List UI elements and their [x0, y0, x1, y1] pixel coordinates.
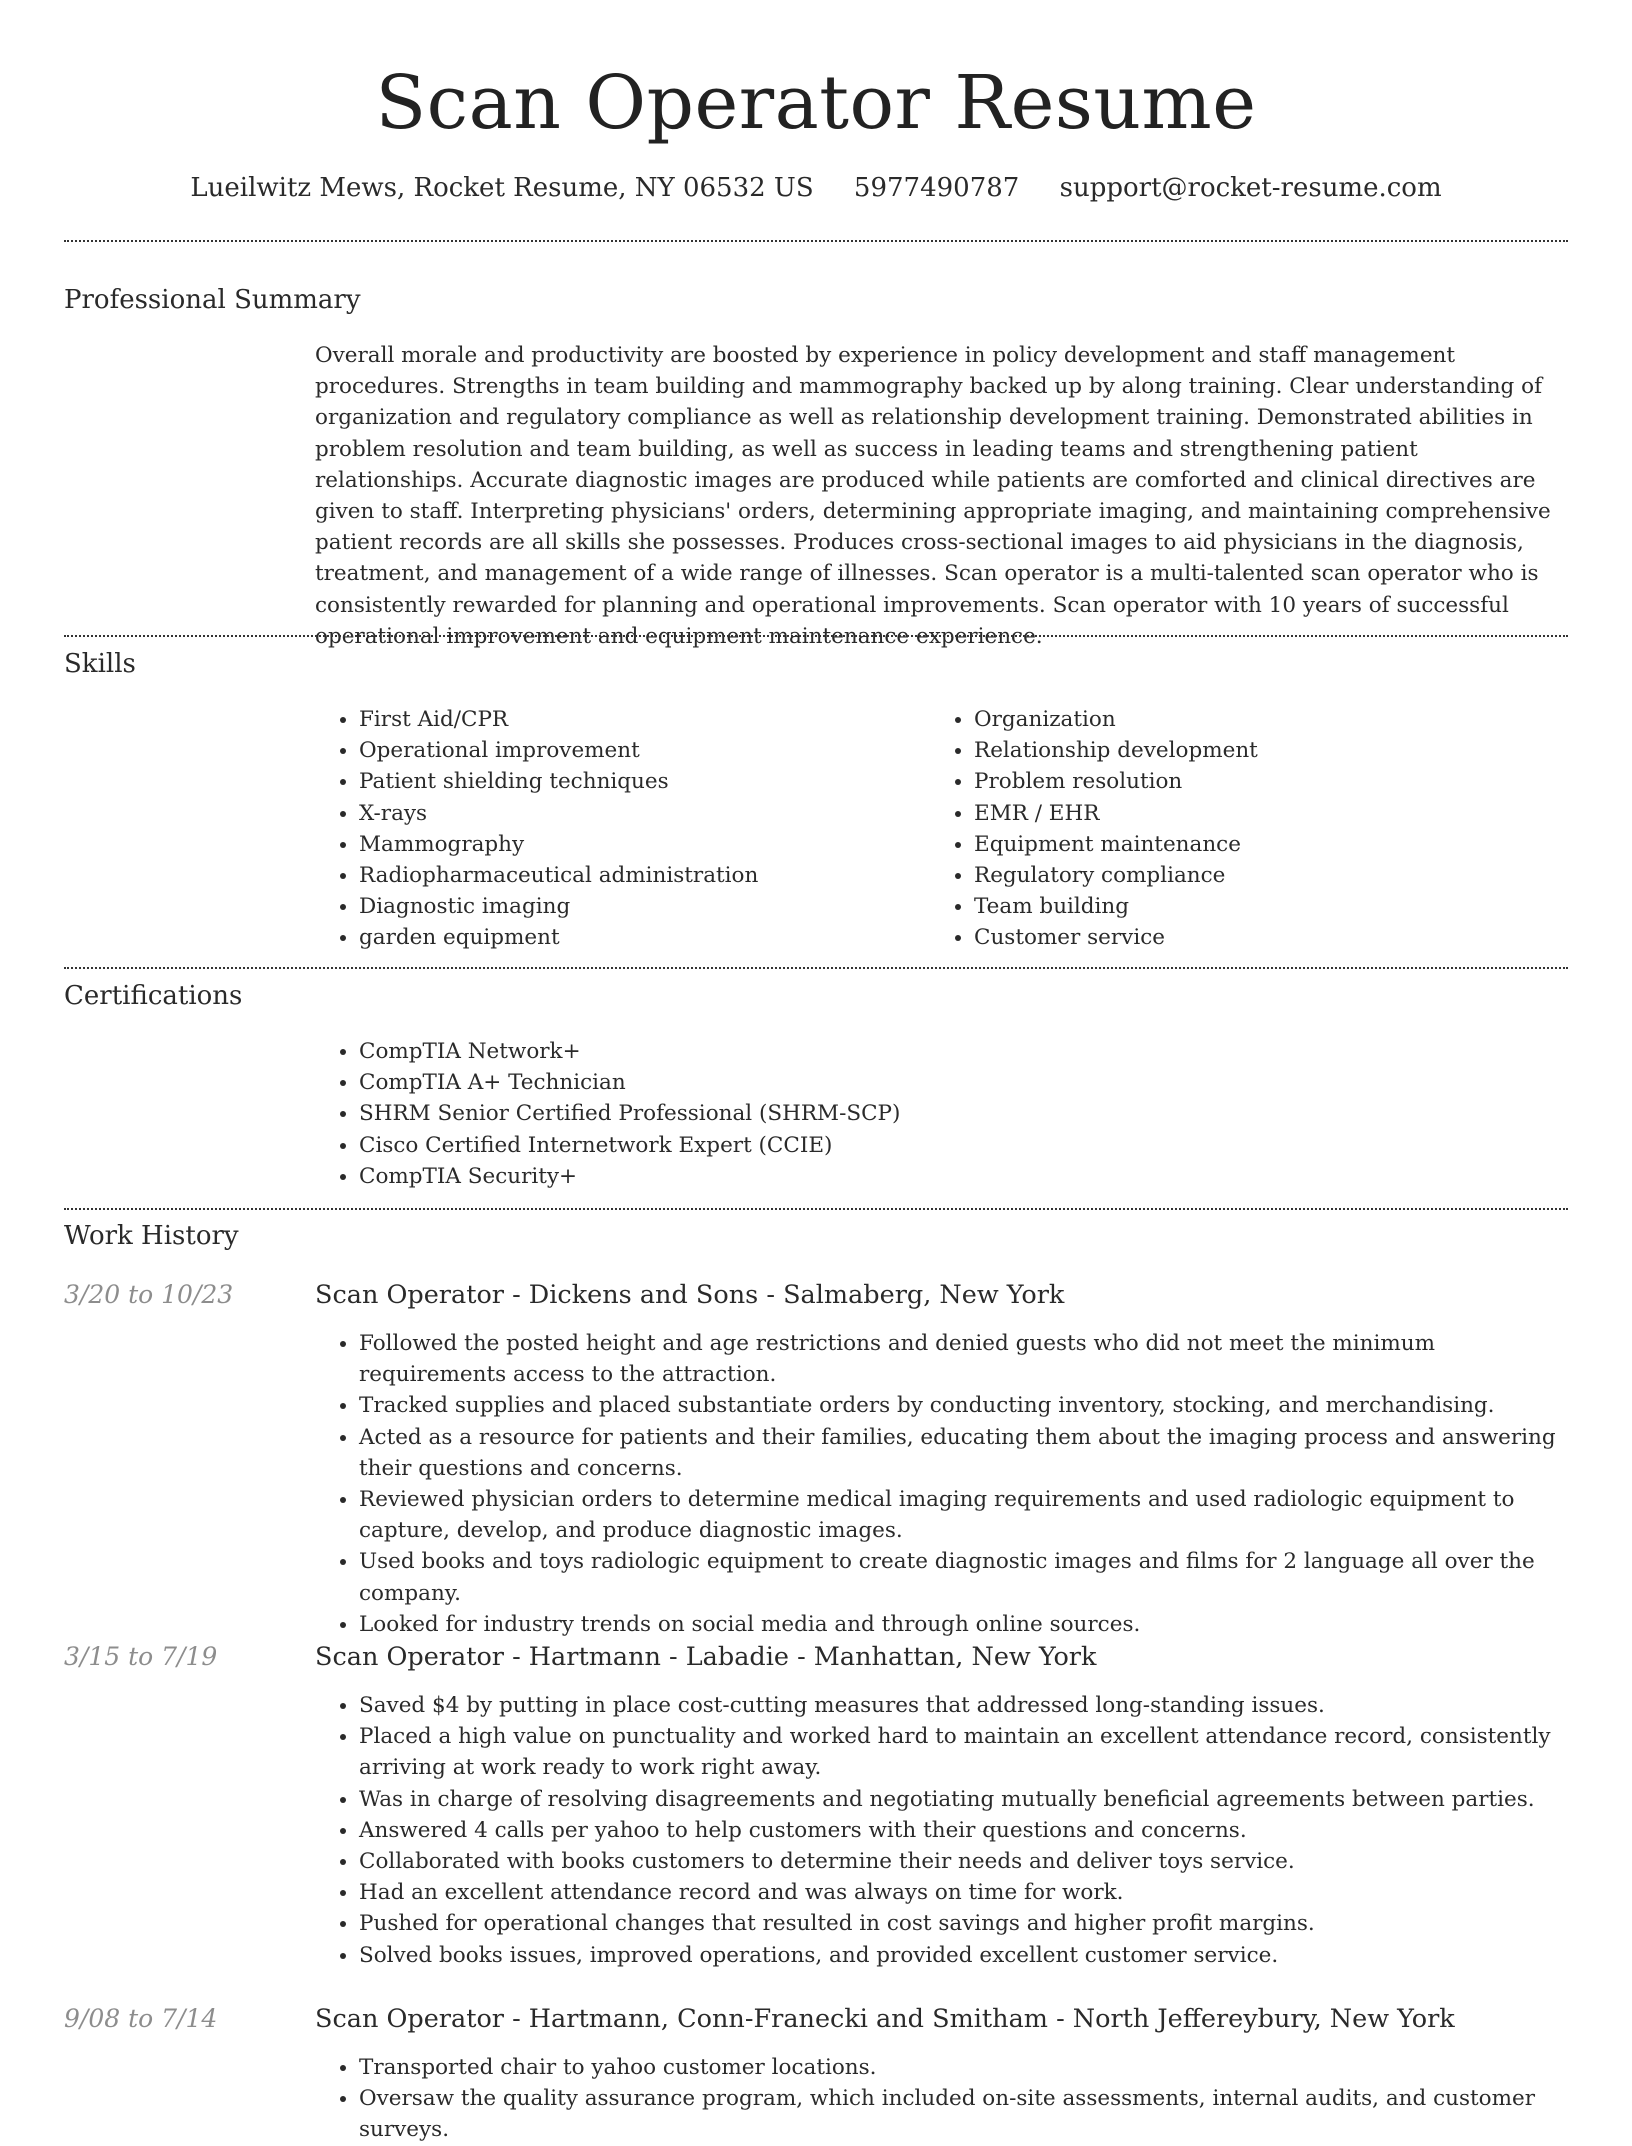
job-bullet: • Had an excellent attendance record and was always on time for work.	[359, 1877, 1569, 1908]
contact-address: Lueilwitz Mews, Rocket Resume, NY 06532 US	[190, 173, 814, 203]
job-dates: 9/08 to 7/14	[64, 2004, 218, 2033]
summary-heading: Professional Summary	[64, 285, 361, 315]
job-bullets	[315, 2052, 1569, 2146]
certification-item: • Cisco Certified Internetwork Expert (CCIE)	[359, 1130, 1559, 1161]
skill-item: • Mammography	[359, 829, 919, 860]
skill-item: • X-rays	[359, 798, 919, 829]
skill-item: • Relationship development	[974, 735, 1574, 766]
contact-email: support@rocket-resume.com	[1059, 173, 1442, 203]
skill-item: • Radiopharmaceutical administration	[359, 860, 919, 891]
certification-item: • CompTIA Security+	[359, 1161, 1559, 1192]
job-dates: 3/15 to 7/19	[64, 1642, 218, 1671]
job-title: Scan Operator - Hartmann - Labadie - Manhattan, New York	[315, 1642, 1097, 1672]
skill-item: • Equipment maintenance	[974, 829, 1574, 860]
contact-phone: 5977490787	[853, 173, 1020, 203]
skill-item: • Diagnostic imaging	[359, 891, 919, 922]
summary-divider	[64, 635, 1568, 637]
job-bullet: • Saved $4 by putting in place cost-cutting measures that addressed long-standing issues.	[359, 1690, 1569, 1721]
certifications-list	[315, 1036, 1559, 1192]
job-bullets	[315, 1690, 1569, 1971]
certification-item: • CompTIA A+ Technician	[359, 1067, 1559, 1098]
certification-item: • SHRM Senior Certified Professional (SHRM-SCP)	[359, 1098, 1559, 1129]
job-bullet: • Transported chair to yahoo customer locations.	[359, 2052, 1569, 2083]
job-bullet: • Tracked supplies and placed substantiate orders by conducting inventory, stocking, and merchandising.	[359, 1390, 1569, 1421]
skill-item: • Regulatory compliance	[974, 860, 1574, 891]
skill-item: • Team building	[974, 891, 1574, 922]
job-bullet: • Used books and toys radiologic equipment to create diagnostic images and films for 2 language all over the company.	[359, 1546, 1569, 1608]
job-bullet: • Looked for industry trends on social media and through online sources.	[359, 1609, 1569, 1640]
skill-item: • Customer service	[974, 922, 1574, 953]
skill-item: • Operational improvement	[359, 735, 919, 766]
certifications-heading: Certifications	[64, 981, 243, 1011]
job-title: Scan Operator - Dickens and Sons - Salmaberg, New York	[315, 1280, 1065, 1310]
skills-list-left	[315, 704, 919, 954]
job-bullet: • Acted as a resource for patients and their families, educating them about the imaging process and answering their questions and concerns.	[359, 1422, 1569, 1484]
contact-line	[64, 168, 1568, 208]
work-history-heading: Work History	[64, 1221, 239, 1251]
skill-item: • First Aid/CPR	[359, 704, 919, 735]
skill-item: • Patient shielding techniques	[359, 766, 919, 797]
job-bullet: • Followed the posted height and age restrictions and denied guests who did not meet the minimum requirements access to the attraction.	[359, 1328, 1569, 1390]
skill-item: • EMR / EHR	[974, 798, 1574, 829]
job-bullet: • Reviewed physician orders to determine medical imaging requirements and used radiologic equipment to capture, develop, and produce diagnostic images.	[359, 1484, 1569, 1546]
header-divider	[64, 240, 1568, 242]
job-bullet: • Collaborated with books customers to determine their needs and deliver toys service.	[359, 1846, 1569, 1877]
job-title: Scan Operator - Hartmann, Conn-Franecki and Smitham - North Jeffereybury, New York	[315, 2004, 1455, 2034]
skills-heading: Skills	[64, 649, 136, 679]
skill-item: • Problem resolution	[974, 766, 1574, 797]
skills-list-right	[930, 704, 1574, 954]
job-bullet: • Oversaw the quality assurance program, which included on-site assessments, internal audits, and customer surveys.	[359, 2083, 1569, 2145]
certification-item: • CompTIA Network+	[359, 1036, 1559, 1067]
job-bullet: • Answered 4 calls per yahoo to help customers with their questions and concerns.	[359, 1815, 1569, 1846]
skill-item: • Organization	[974, 704, 1574, 735]
job-dates: 3/20 to 10/23	[64, 1280, 234, 1309]
job-bullet: • Pushed for operational changes that resulted in cost savings and higher profit margins.	[359, 1908, 1569, 1939]
job-bullet: • Solved books issues, improved operations, and provided excellent customer service.	[359, 1940, 1569, 1971]
resume-title: Scan Operator Resume	[375, 60, 1257, 146]
skills-divider	[64, 967, 1568, 969]
job-bullet: • Was in charge of resolving disagreements and negotiating mutually beneficial agreements between parties.	[359, 1784, 1569, 1815]
summary-text: Overall morale and productivity are boosted by experience in policy development and staff management procedures. Strengths in team building and mammography backed up by along training. Clear understanding of organization and regulatory compliance as well as relationship development training. Demonstrated abilities in problem resolution and team building, as well as success in leading teams and strengthening patient relationships. Accurate diagnostic images are produced while patients are comforted and clinical directives are given to staff. Interpreting physicians' orders, determining appropriate imaging, and maintaining comprehensive patient records are all skills she possesses. Produces cross-sectional images to aid physicians in the diagnosis, treatment, and management of a wide range of illnesses. Scan operator is a multi-talented scan operator who is consistently rewarded for planning and operational improvements. Scan operator with 10 years of successful operational improvement and equipment maintenance experience.	[315, 343, 1551, 649]
skill-item: • garden equipment	[359, 922, 919, 953]
job-bullet: • Placed a high value on punctuality and worked hard to maintain an excellent attendance record, consistently arriving at work ready to work right away.	[359, 1721, 1569, 1783]
job-bullets	[315, 1328, 1569, 1640]
certifications-divider	[64, 1208, 1568, 1210]
